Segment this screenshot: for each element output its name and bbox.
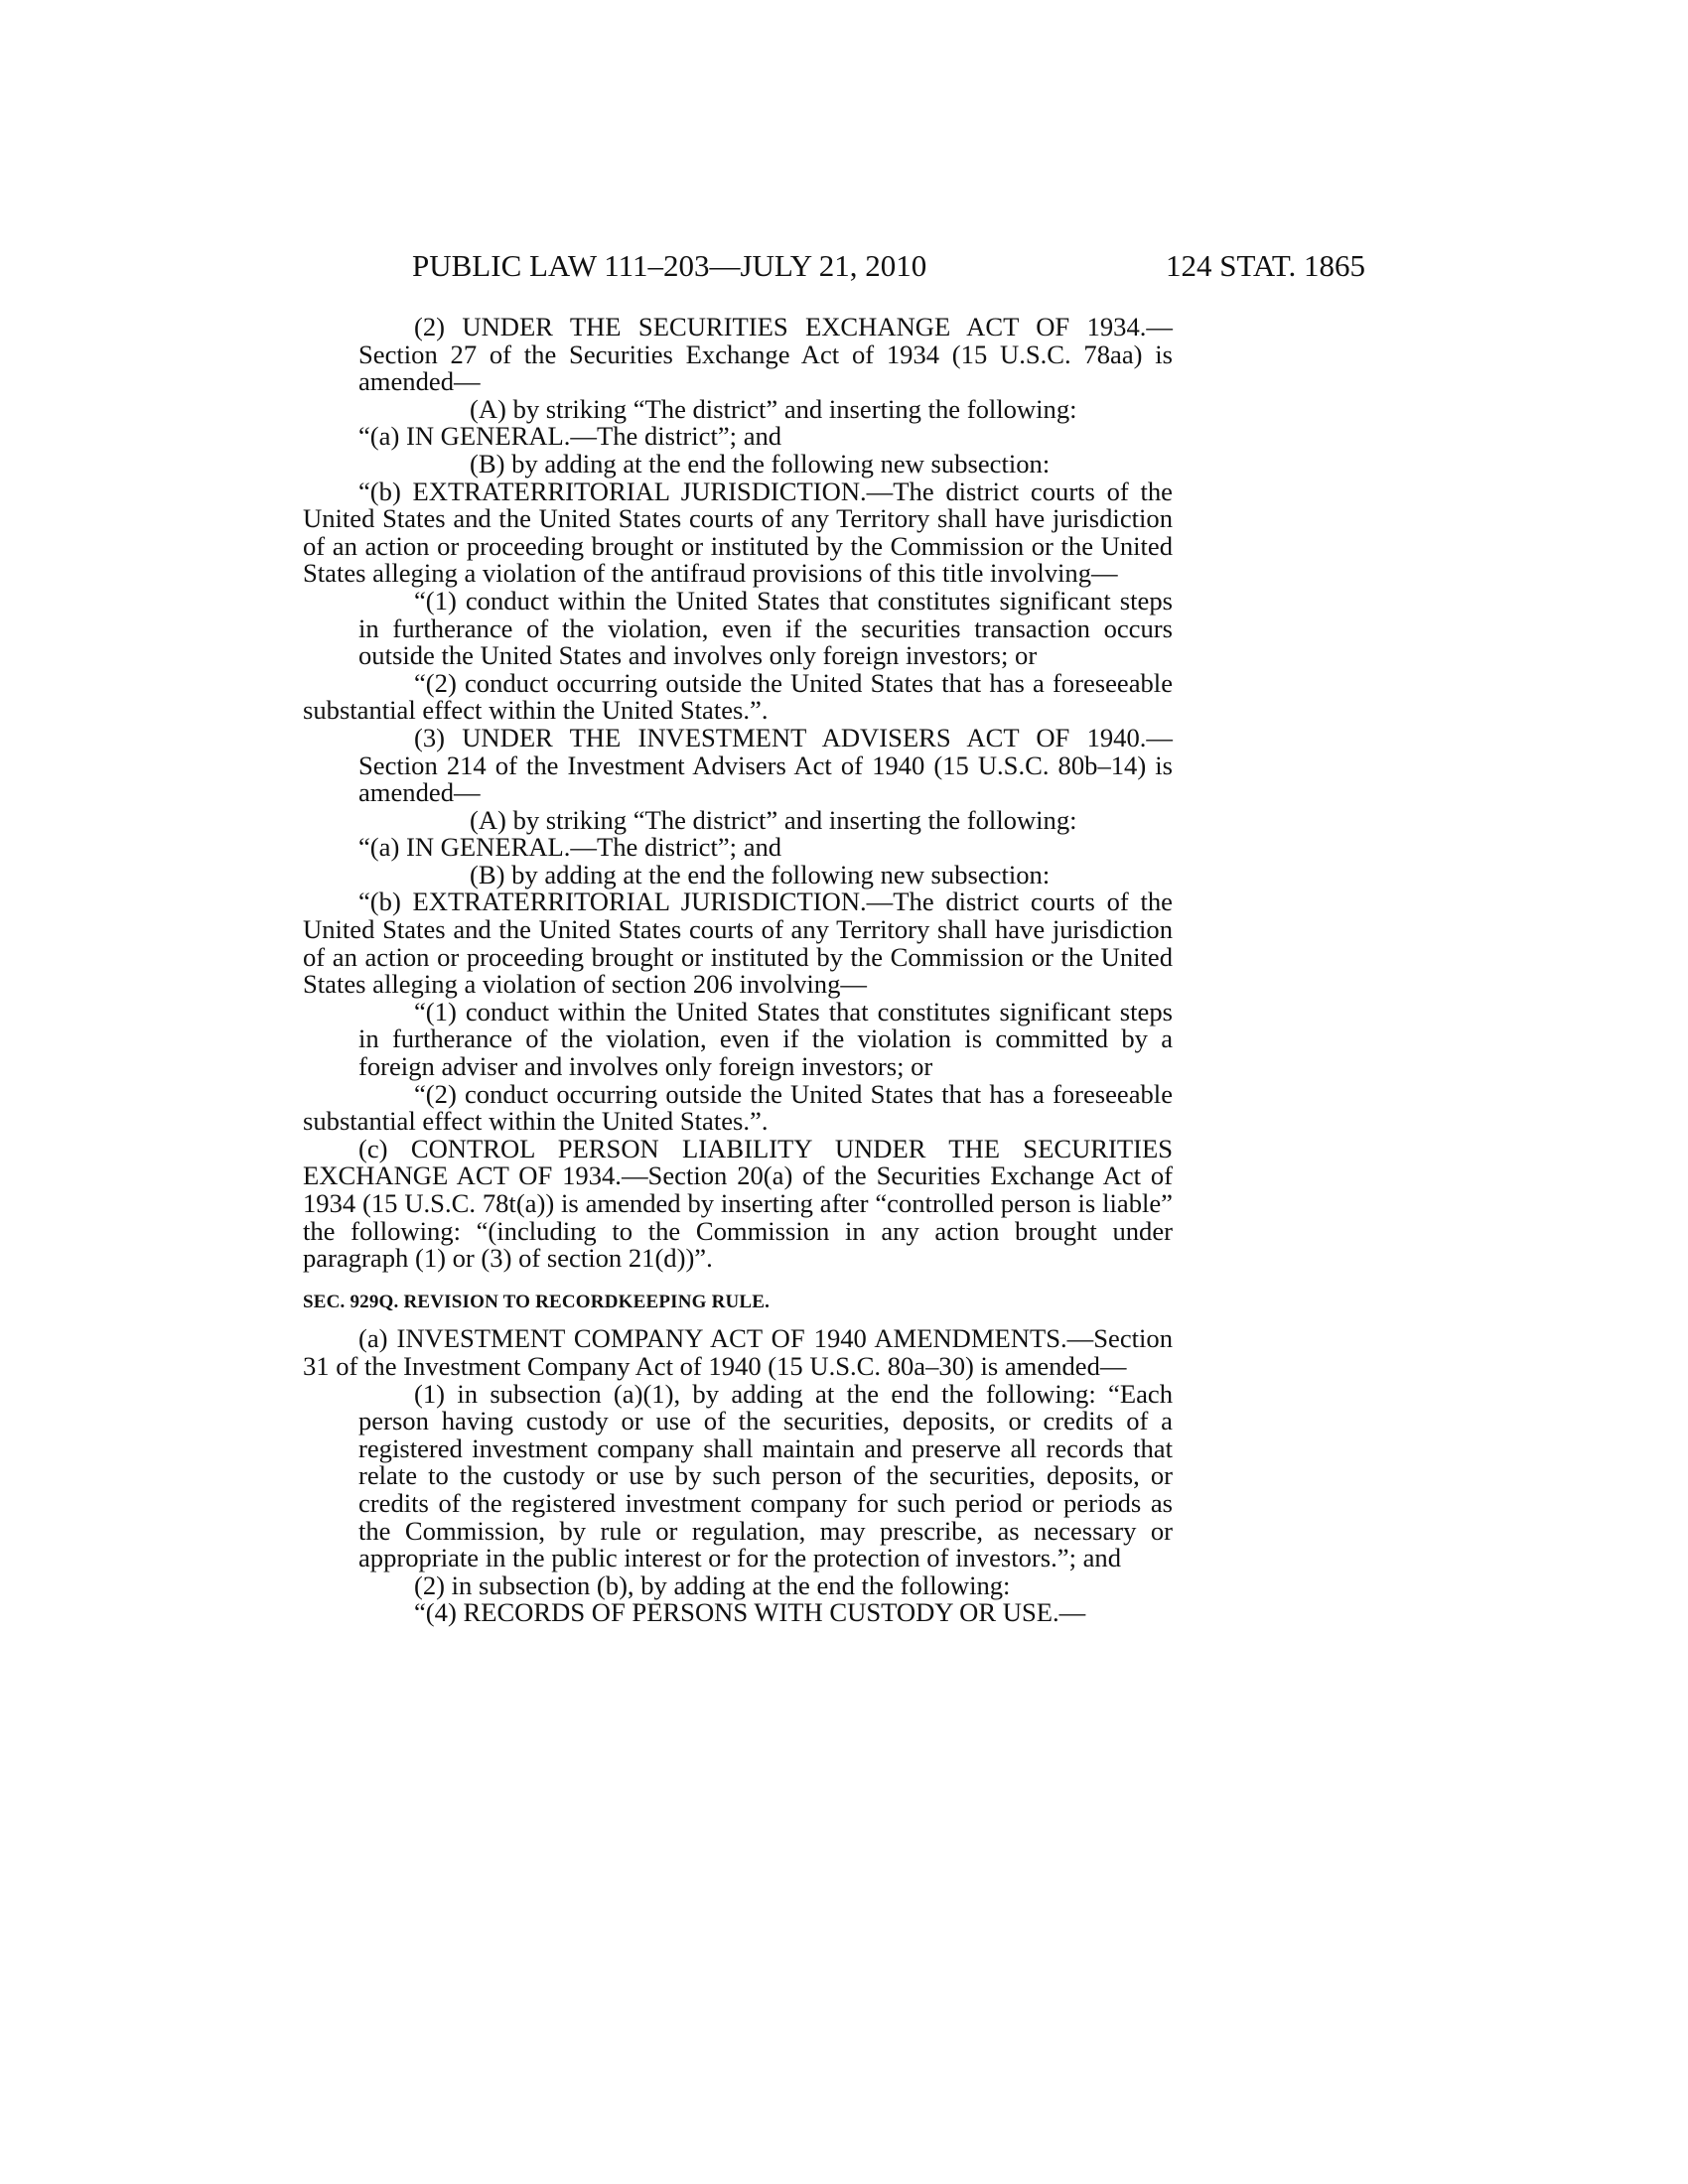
document-body	[303, 314, 1173, 1627]
paragraph-quoted-a-in-general: “(a) IN GENERAL.—The district”; and	[358, 421, 782, 452]
paragraph-quoted-a-in-general-2: “(a) IN GENERAL.—The district”; and	[358, 832, 782, 863]
paragraph-2a-striking: (A) by striking “The district” and inserting the following:	[470, 393, 1077, 424]
paragraph-3b-adding: (B) by adding at the end the following new subsection:	[470, 859, 1051, 889]
section-heading-929q: SEC. 929Q. REVISION TO RECORDKEEPING RULE.	[303, 1291, 771, 1312]
paragraph-2-securities-exchange-act: (2) UNDER THE SECURITIES EXCHANGE ACT OF 1934.—Section 27 of the Securities Exchange Act of 1934 (15 U.S.C. 78aa) is amended—	[358, 312, 1173, 397]
paragraph-quoted-4-records: “(4) RECORDS OF PERSONS WITH CUSTODY OR USE.—	[414, 1597, 1086, 1628]
paragraph-1-subsection-a1: (1) in subsection (a)(1), by adding at the end the following: “Each person having custody or use of the securities, deposits, or credits of a registered investment company shall maintain and preserve all records that relate to the custody or use by such person of the securities, deposits, or credits of the registered investment company for such period or periods as the Commission, by rule or regulation, may prescribe, as necessary or appropriate in the public interest or for the protection of investors.”; and	[358, 1378, 1173, 1573]
paragraph-quoted-b-extraterritorial: “(b) EXTRATERRITORIAL JURISDICTION.—The district courts of the United States and the United States courts of any Territory shall have jurisdiction of an action or proceeding brought or instituted by the Commission or the United States alleging a violation of the antifraud provisions of this title involving—	[303, 476, 1173, 589]
paragraph-quoted-1-conduct-within-2: “(1) conduct within the United States that constitutes significant steps in furtherance of the violation, even if the violation is committed by a foreign adviser and involves only foreign investors; or	[358, 996, 1173, 1082]
running-head-title: PUBLIC LAW 111–203—JULY 21, 2010	[412, 248, 927, 283]
paragraph-2-subsection-b: (2) in subsection (b), by adding at the end the following:	[414, 1570, 1011, 1600]
paragraph-3-investment-advisers-act: (3) UNDER THE INVESTMENT ADVISERS ACT OF 1940.—Section 214 of the Investment Advisers Act of 1940 (15 U.S.C. 80b–14) is amended—	[358, 722, 1173, 808]
paragraph-quoted-2-conduct-outside: “(2) conduct occurring outside the United States that has a foreseeable substantial effect within the United States.”.	[303, 667, 1173, 726]
paragraph-2b-adding: (B) by adding at the end the following new subsection:	[470, 448, 1051, 478]
paragraph-quoted-b-extraterritorial-2: “(b) EXTRATERRITORIAL JURISDICTION.—The district courts of the United States and the United States courts of any Territory shall have jurisdiction of an action or proceeding brought or instituted by the Commission or the United States alleging a violation of section 206 involving—	[303, 887, 1173, 1000]
paragraph-quoted-1-conduct-within: “(1) conduct within the United States that constitutes significant steps in furtherance of the violation, even if the securities transaction occurs outside the United States and involves only foreign investors; or	[358, 585, 1173, 671]
paragraph-c-control-person-liability: (c) CONTROL PERSON LIABILITY UNDER THE SECURITIES EXCHANGE ACT OF 1934.—Section 20(a) of the Securities Exchange Act of 1934 (15 U.S.C. 78t(a)) is amended by inserting after “controlled person is liable” the following: “(including to the Commission in any action brought under paragraph (1) or (3) of section 21(d))”.	[303, 1133, 1173, 1274]
running-head-stat-page: 124 STAT. 1865	[1165, 248, 1365, 283]
paragraph-quoted-2-conduct-outside-2: “(2) conduct occurring outside the United States that has a foreseeable substantial effect within the United States.”.	[303, 1078, 1173, 1137]
running-head	[412, 248, 1365, 288]
paragraph-a-investment-company-act: (a) INVESTMENT COMPANY ACT OF 1940 AMENDMENTS.—Section 31 of the Investment Company Act of 1940 (15 U.S.C. 80a–30) is amended—	[303, 1323, 1173, 1381]
paragraph-3a-striking: (A) by striking “The district” and inserting the following:	[470, 804, 1077, 835]
